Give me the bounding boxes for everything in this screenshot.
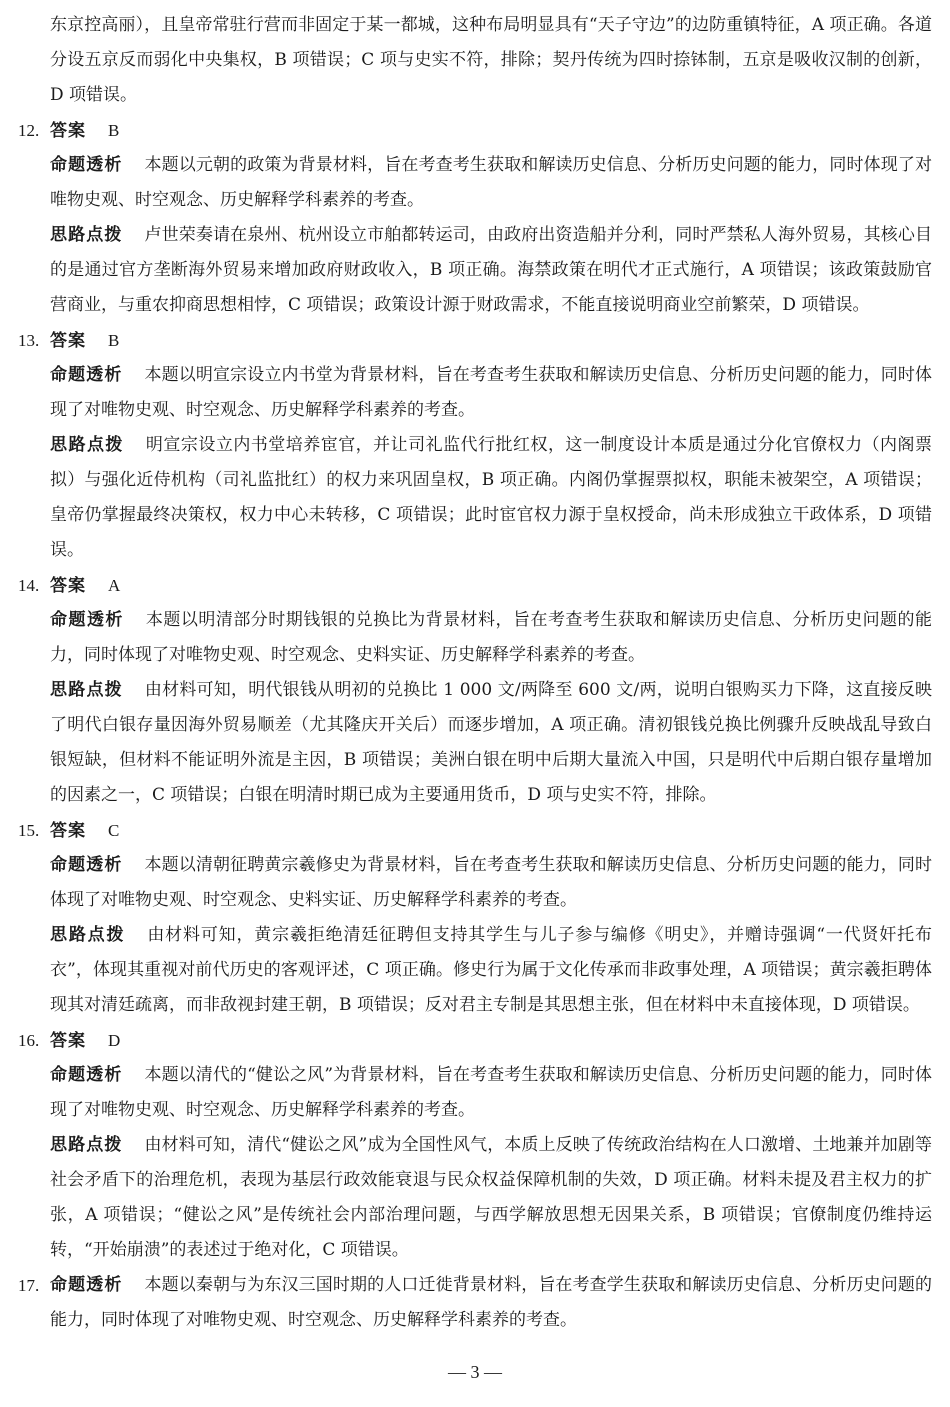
mingti-label: 命题透析 — [50, 1275, 123, 1295]
silu-label: 思路点拨 — [50, 1135, 123, 1155]
question-number: 16. — [18, 1031, 40, 1050]
mingti-text: 本题以元朝的政策为背景材料，旨在考查考生获取和解读历史信息、分析历史问题的能力，同时体现了对唯物史观、时空观念、历史解释学科素养的考查。 — [50, 155, 933, 210]
mingti-text: 本题以清代的“健讼之风”为背景材料，旨在考查考生获取和解读历史信息、分析历史问题的能力，同时体现了对唯物史观、时空观念、历史解释学科素养的考查。 — [50, 1065, 932, 1120]
question-16 — [0, 1023, 950, 1268]
question-15 — [0, 813, 950, 1023]
silu-label: 思路点拨 — [50, 225, 123, 245]
silu-label: 思路点拨 — [50, 925, 126, 945]
mingti-label: 命题透析 — [50, 365, 123, 385]
answer-value: B — [108, 121, 120, 140]
question-number: 14. — [18, 576, 40, 595]
mingti-text: 本题以清朝征聘黄宗羲修史为背景材料，旨在考查考生获取和解读历史信息、分析历史问题的能力，同时体现了对唯物史观、时空观念、史料实证、历史解释学科素养的考查。 — [50, 855, 933, 910]
mingti-paragraph — [50, 1058, 932, 1128]
silu-label: 思路点拨 — [50, 680, 123, 700]
question-number: 12. — [18, 121, 40, 140]
mingti-label: 命题透析 — [50, 855, 123, 875]
answer-line — [18, 1023, 950, 1058]
question-14 — [0, 568, 950, 813]
answer-line — [18, 568, 950, 603]
mingti-text: 本题以秦朝与为东汉三国时期的人口迁徙背景材料，旨在考查学生获取和解读历史信息、分析历史问题的能力，同时体现了对唯物史观、时空观念、历史解释学科素养的考查。 — [50, 1275, 933, 1330]
silu-paragraph — [50, 428, 932, 568]
answer-label: 答案 — [50, 821, 86, 841]
question-number: 17. — [18, 1276, 40, 1295]
mingti-label: 命题透析 — [50, 1065, 123, 1085]
mingti-label: 命题透析 — [50, 155, 123, 175]
answer-label: 答案 — [50, 576, 86, 596]
answer-value: B — [108, 331, 120, 350]
answer-line — [18, 813, 950, 848]
mingti-text: 本题以明宣宗设立内书堂为背景材料，旨在考查考生获取和解读历史信息、分析历史问题的能力，同时体现了对唯物史观、时空观念、历史解释学科素养的考查。 — [50, 365, 933, 420]
silu-label: 思路点拨 — [50, 435, 124, 455]
intro-paragraph: 东京控高丽），且皇帝常驻行营而非固定于某一都城，这种布局明显具有“天子守边”的边防重镇特征，A 项正确。各道分设五京反而弱化中央集权，B 项错误；C 项与史实不符，排除；契丹传统为四时捺钵制，五京是吸收汉制的创新，D 项错误。 — [50, 15, 932, 105]
answer-label: 答案 — [50, 331, 86, 351]
mingti-paragraph — [50, 1268, 932, 1338]
answer-line — [18, 323, 950, 358]
question-number: 15. — [18, 821, 40, 840]
answer-value: A — [108, 576, 121, 595]
mingti-paragraph — [50, 148, 932, 218]
question-number: 13. — [18, 331, 40, 350]
silu-text: 由材料可知，黄宗羲拒绝清廷征聘但支持其学生与儿子参与编修《明史》，并赠诗强调“一代贤奸托布衣”，体现其重视对前代历史的客观评述，C 项正确。修史行为属于文化传承而非政事处理，A 项错误；黄宗羲拒聘体现其对清廷疏离，而非敌视封建王朝，B 项错误；反对君主专制是其思想主张，但在材料中未直接体现，D 项错误。 — [50, 925, 932, 1015]
answer-label: 答案 — [50, 1031, 86, 1051]
question-12 — [0, 113, 950, 323]
answer-line — [18, 113, 950, 148]
mingti-paragraph — [50, 358, 932, 428]
silu-paragraph — [50, 673, 932, 813]
silu-paragraph — [50, 918, 932, 1023]
question-13 — [0, 323, 950, 568]
answer-value: D — [108, 1031, 121, 1050]
answer-label: 答案 — [50, 121, 86, 141]
silu-text: 由材料可知，清代“健讼之风”成为全国性风气，本质上反映了传统政治结构在人口激增、土地兼并加剧等社会矛盾下的治理危机，表现为基层行政效能衰退与民众权益保障机制的失效，D 项正确。材料未提及君主权力的扩张，A 项错误；“健讼之风”是传统社会内部治理问题，与西学解放思想无因果关系，B 项错误；官僚制度仍维持运转，“开始崩溃”的表述过于绝对化，C 项错误。 — [50, 1135, 932, 1260]
silu-paragraph — [50, 1128, 932, 1268]
silu-text: 明宣宗设立内书堂培养宦官，并让司礼监代行批红权，这一制度设计本质是通过分化官僚权力（内阁票拟）与强化近侍机构（司礼监批红）的权力来巩固皇权，B 项正确。内阁仍掌握票拟权，职能未被架空，A 项错误；皇帝仍掌握最终决策权，权力中心未转移，C 项错误；此时宦官权力源于皇权授命，尚未形成独立干政体系，D 项错误。 — [50, 435, 933, 560]
silu-text: 由材料可知，明代银钱从明初的兑换比 1 000 文/两降至 600 文/两，说明白银购买力下降，这直接反映了明代白银存量因海外贸易顺差（尤其隆庆开关后）而逐步增加，A 项正确。清初银钱兑换比例骤升反映战乱导致白银短缺，但材料不能证明外流是主因，B 项错误；美洲白银在明中后期大量流入中国，只是明代中后期白银存量增加的因素之一，C 项错误；白银在明清时期已成为主要通用货币，D 项与史实不符，排除。 — [50, 680, 933, 805]
answer-value: C — [108, 821, 120, 840]
silu-paragraph — [50, 218, 932, 323]
silu-text: 卢世荣奏请在泉州、杭州设立市舶都转运司，由政府出资造船并分利，同时严禁私人海外贸易，其核心目的是通过官方垄断海外贸易来增加政府财政收入，B 项正确。海禁政策在明代才正式施行，A 项错误；该政策鼓励官营商业，与重农抑商思想相悖，C 项错误；政策设计源于财政需求，不能直接说明商业空前繁荣，D 项错误。 — [50, 225, 933, 315]
mingti-text: 本题以明清部分时期钱银的兑换比为背景材料，旨在考查考生获取和解读历史信息、分析历史问题的能力，同时体现了对唯物史观、时空观念、史料实证、历史解释学科素养的考查。 — [50, 610, 933, 665]
mingti-label: 命题透析 — [50, 610, 124, 630]
mingti-paragraph — [50, 603, 932, 673]
mingti-paragraph — [50, 848, 932, 918]
page-number: — 3 — — [448, 1362, 502, 1382]
question-17 — [0, 1268, 950, 1338]
